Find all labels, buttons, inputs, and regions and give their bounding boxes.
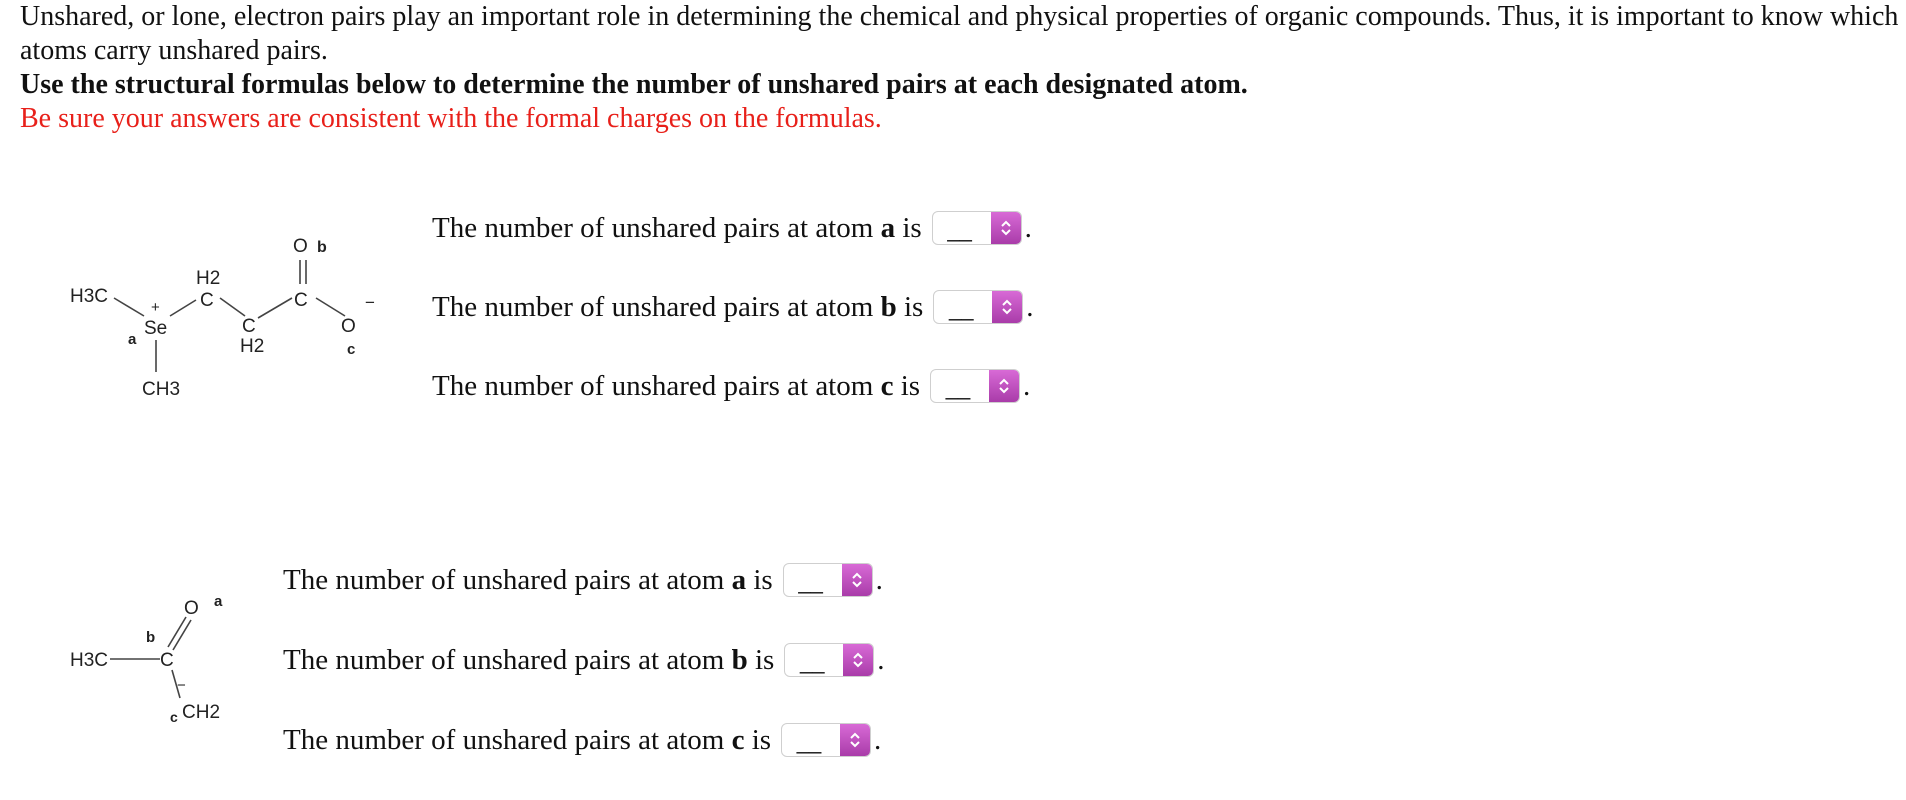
atom-label-c: c (170, 709, 178, 725)
carbon-2: C (242, 316, 256, 337)
question-2b (283, 640, 885, 680)
structure-2 (60, 590, 280, 740)
atom-c-answer-select-1[interactable] (930, 369, 1020, 403)
oxygen-anion: O (341, 316, 356, 337)
question-1b (432, 287, 1034, 327)
up-down-chevron-icon[interactable] (840, 724, 870, 756)
atom-b-answer-select-1[interactable] (933, 290, 1023, 324)
question-1a-text: The number of unshared pairs at atom a is (432, 212, 922, 244)
atom-b-answer-select-2[interactable] (784, 643, 874, 677)
question-2a-text: The number of unshared pairs at atom a is (283, 564, 773, 596)
se-atom: Se (144, 318, 168, 339)
atom-a-answer-select-2[interactable] (783, 563, 873, 597)
atom-label-a: a (214, 593, 223, 610)
question-1a (432, 208, 1032, 248)
atom-c-answer-select-2[interactable] (781, 723, 871, 757)
carbon-3: C (294, 290, 308, 311)
ch2-label: CH2 (182, 702, 221, 723)
instructions (20, 0, 1900, 136)
up-down-chevron-icon[interactable] (991, 212, 1021, 244)
carbonyl-oxygen: O (184, 598, 199, 619)
atom-label-c: c (347, 341, 356, 358)
question-1c-text: The number of unshared pairs at atom c is (432, 370, 921, 402)
question-2a (283, 560, 883, 600)
selected-value: __ (949, 296, 974, 321)
question-2b-text: The number of unshared pairs at atom b is (283, 644, 775, 676)
period: . (1026, 291, 1034, 323)
question-2c (283, 720, 881, 760)
structure-1-drawing (60, 220, 400, 410)
plus-charge: + (151, 299, 160, 316)
period: . (874, 724, 882, 756)
atom-label-b: b (317, 239, 327, 256)
minus-charge: − (365, 293, 375, 312)
central-carbon: C (160, 650, 174, 671)
structure-2-drawing (60, 590, 280, 740)
selected-value: __ (945, 375, 971, 400)
question-2c-text: The number of unshared pairs at atom c is (283, 724, 772, 756)
h3c-label: H3C (70, 286, 109, 307)
carbonyl-oxygen: O (293, 236, 308, 257)
h3c-label: H3C (70, 650, 109, 671)
task-instruction: Use the structural formulas below to determine the number of unshared pairs at each designated atom. (20, 69, 1248, 100)
h2-bottom-label: H2 (240, 336, 265, 357)
formal-charge-note: Be sure your answers are consistent with the formal charges on the formulas. (20, 103, 882, 134)
carbon-1: C (200, 290, 214, 311)
period: . (1024, 212, 1032, 244)
ch3-label: CH3 (142, 379, 181, 400)
minus-charge: − (177, 677, 186, 694)
selected-value: __ (798, 569, 823, 594)
question-1b-text: The number of unshared pairs at atom b is (432, 291, 924, 323)
atom-label-a: a (128, 331, 137, 348)
period: . (1023, 370, 1031, 402)
period: . (875, 564, 883, 596)
atom-label-b: b (146, 629, 156, 646)
selected-value: __ (947, 217, 972, 242)
selected-value: __ (796, 729, 822, 754)
period: . (877, 644, 885, 676)
up-down-chevron-icon[interactable] (989, 370, 1019, 402)
atom-a-answer-select-1[interactable] (932, 211, 1022, 245)
up-down-chevron-icon[interactable] (843, 644, 873, 676)
up-down-chevron-icon[interactable] (992, 291, 1022, 323)
selected-value: __ (800, 649, 825, 674)
h2-top-label: H2 (196, 268, 221, 289)
intro-text: Unshared, or lone, electron pairs play an important role in determining the chemical and physical properties of organic compounds. Thus, it is important to know which atoms carry unshared pairs. (20, 1, 1899, 66)
question-1c (432, 366, 1030, 406)
structure-1 (60, 220, 400, 410)
up-down-chevron-icon[interactable] (842, 564, 872, 596)
